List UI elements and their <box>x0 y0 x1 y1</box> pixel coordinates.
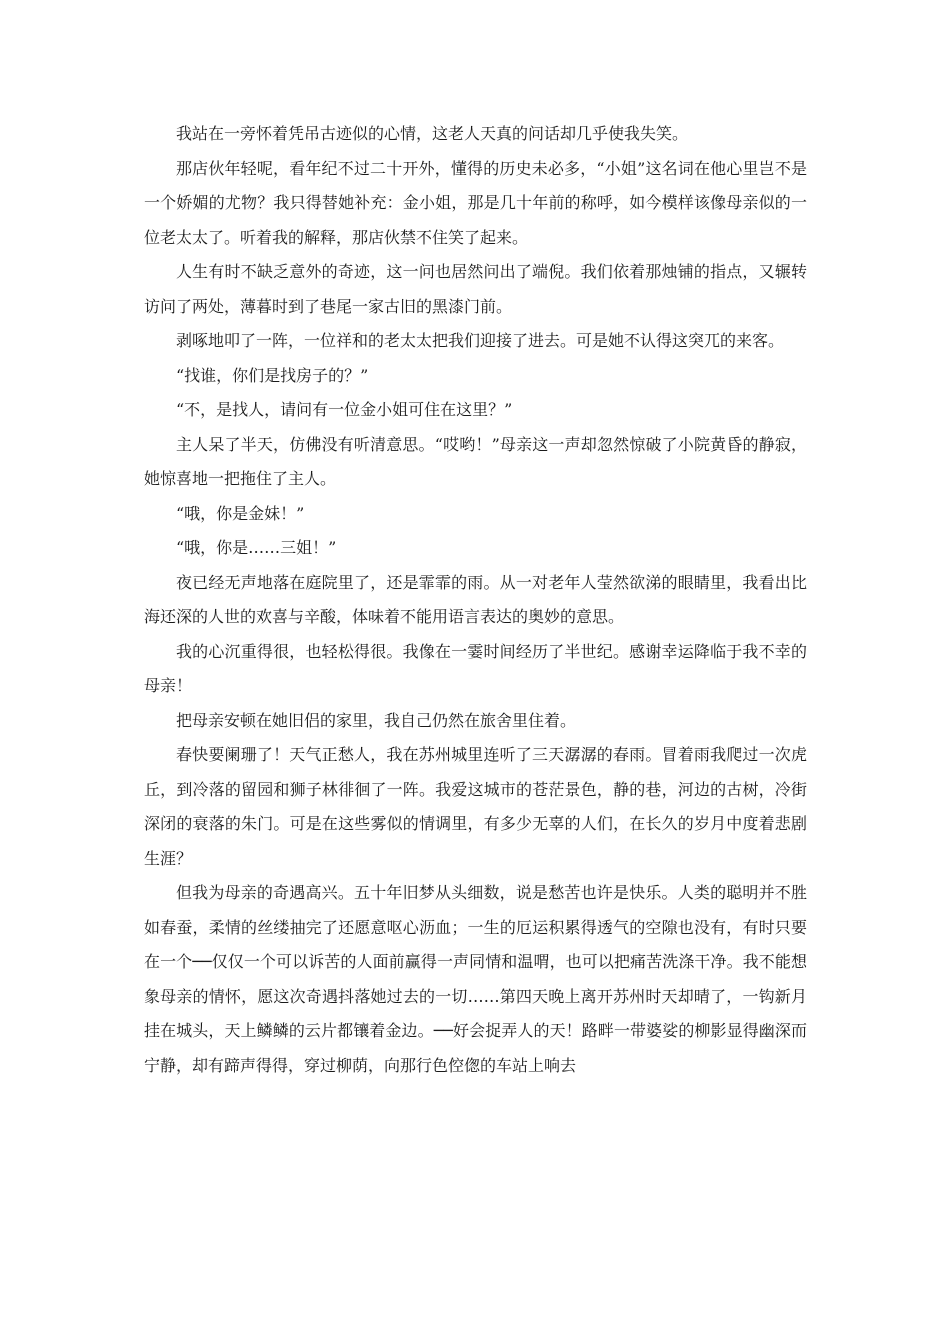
paragraph-2: 那店伙年轻呢，看年纪不过二十开外，懂得的历史未必多，“小姐”这名词在他心里岂不是一个娇媚的尤物？我只得替她补充：金小姐，那是几十年前的称呼，如今模样该像母亲似的一位老太太了。听着我的解释，那店伙禁不住笑了起来。 <box>144 158 807 247</box>
paragraph-11: 我的心沉重得很，也轻松得很。我像在一霎时间经历了半世纪。感谢幸运降临于我不幸的母亲！ <box>144 641 807 695</box>
paragraph-6-dialogue: “不，是找人，请问有一位金小姐可住在这里？” <box>176 400 513 419</box>
paragraph-9-dialogue: “哦，你是……三姐！” <box>176 538 337 557</box>
paragraph-13: 春快要阑珊了！天气正愁人，我在苏州城里连听了三天潺潺的春雨。冒着雨我爬过一次虎丘，到冷落的留园和狮子林徘徊了一阵。我爱这城市的苍茫景色，静的巷，河边的古树，冷街深闭的衰落的朱门。可是在这些雾似的情调里，有多少无辜的人们，在长久的岁月中度着悲剧生涯？ <box>144 745 807 868</box>
paragraph-3: 人生有时不缺乏意外的奇迹，这一问也居然问出了端倪。我们依着那烛铺的指点，又辗转访问了两处，薄暮时到了巷尾一家古旧的黑漆门前。 <box>144 262 807 316</box>
paragraph-8-dialogue: “哦，你是金妹！” <box>176 503 305 523</box>
paragraph-14: 但我为母亲的奇遇高兴。五十年旧梦从头细数，说是愁苦也许是快乐。人类的聪明并不胜如春蚕，柔情的丝缕抽完了还愿意呕心沥血；一生的厄运积累得透气的空隙也没有，有时只要在一个──仅仅一个可以诉苦的人面前赢得一声同情和温喟，也可以把痛苦洗涤干净。我不能想象母亲的情怀，愿这次奇遇抖落她过去的一切……第四天晚上离开苏州时天却晴了，一钩新月挂在城头，天上鳞鳞的云片都镶着金边。──好会捉弄人的天！路畔一带婆娑的柳影显得幽深而宁静，却有蹄声得得，穿过柳荫，向那行色倥偬的车站上响去 <box>144 883 807 1075</box>
paragraph-4: 剥啄地叩了一阵，一位祥和的老太太把我们迎接了进去。可是她不认得这突兀的来客。 <box>176 331 785 350</box>
paragraph-7: 主人呆了半天，仿佛没有听清意思。“哎哟！”母亲这一声却忽然惊破了小院黄昏的静寂，她惊喜地一把拖住了主人。 <box>144 434 807 488</box>
paragraph-10: 夜已经无声地落在庭院里了，还是霏霏的雨。从一对老年人莹然欲涕的眼睛里，我看出比海还深的人世的欢喜与辛酸，体味着不能用语言表达的奥妙的意思。 <box>144 572 807 626</box>
paragraph-5-dialogue: “找谁，你们是找房子的？” <box>176 365 369 385</box>
paragraph-1: 我站在一旁怀着凭吊古迹似的心情，这老人天真的问话却几乎使我失笑。 <box>176 124 689 143</box>
body-text <box>144 117 807 1083</box>
paragraph-12: 把母亲安顿在她旧侣的家里，我自己仍然在旅舍里住着。 <box>176 710 577 730</box>
